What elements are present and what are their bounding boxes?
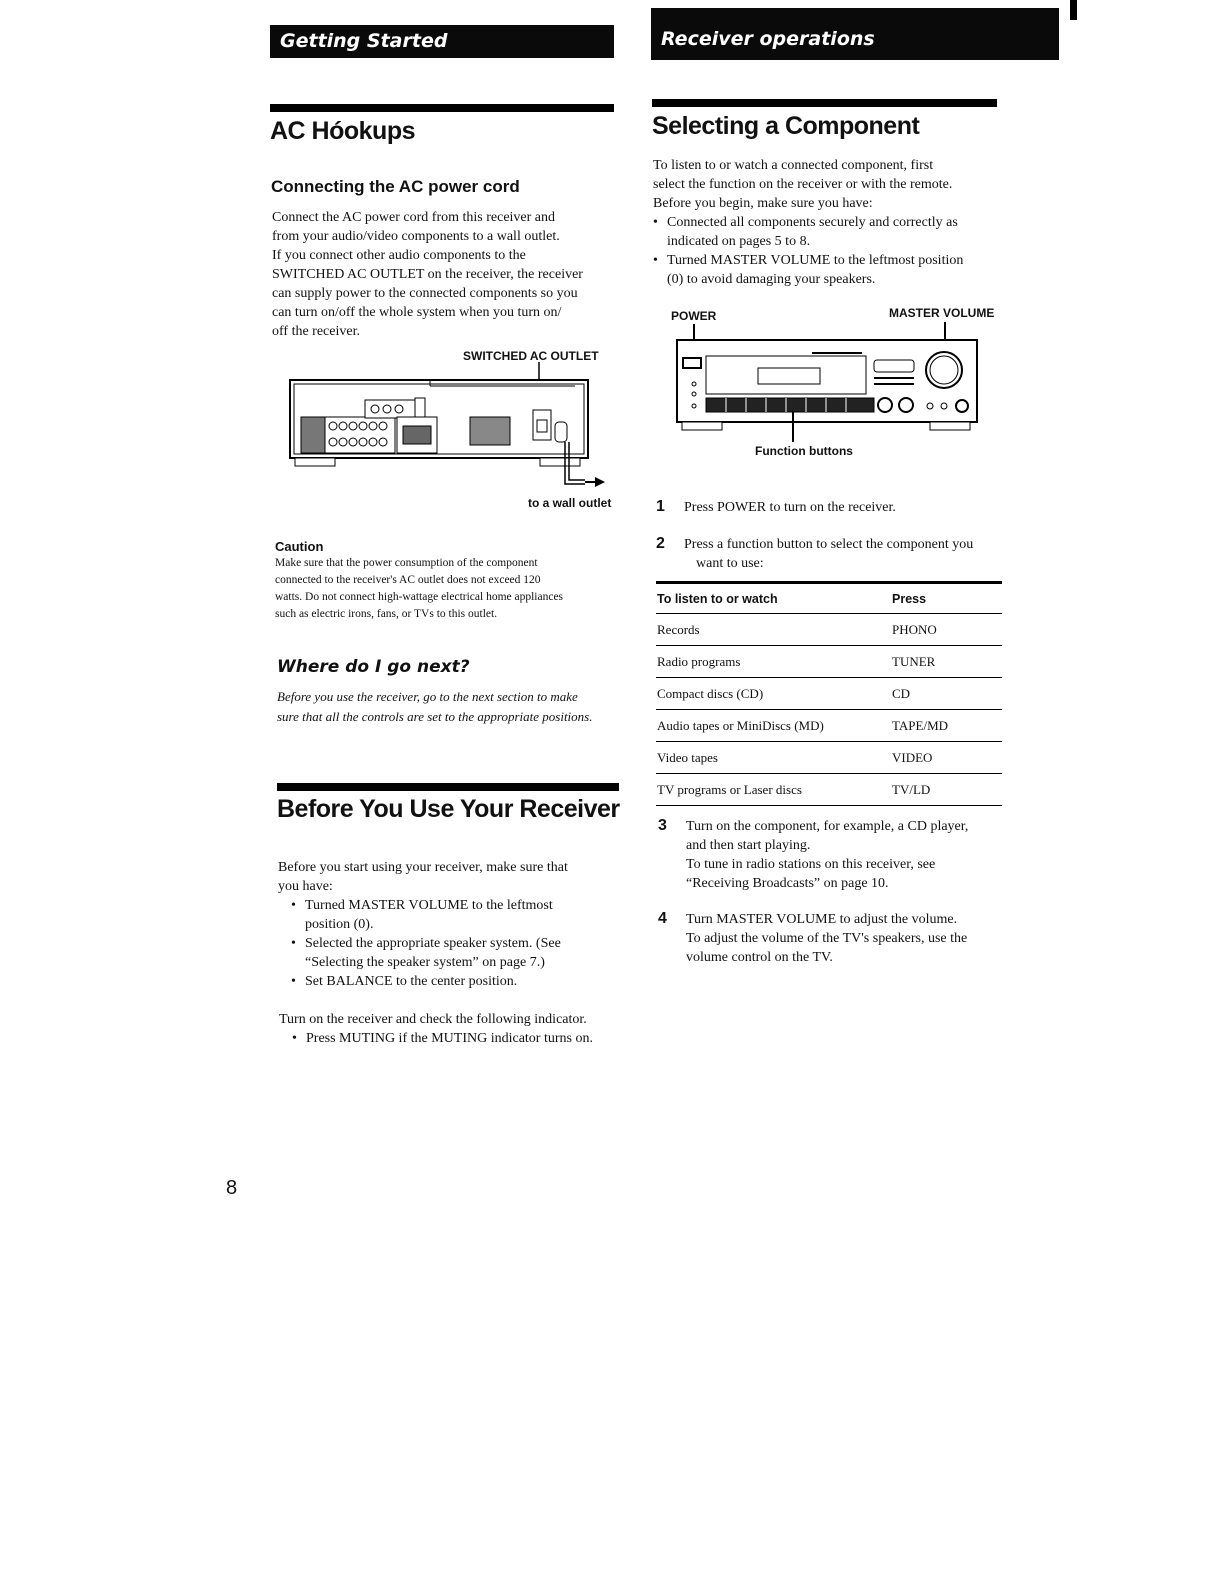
table-row: TV programs or Laser discs TV/LD [656,774,1002,806]
table-row: Video tapes VIDEO [656,742,1002,774]
before-checklist [291,896,621,991]
table-header-listen: To listen to or watch [656,584,891,614]
selecting-intro-text: To listen to or watch a connected component, first select the function on the receiver or with the remote. Before you begin, make sure you have: [653,158,953,211]
ac-hookups-title: AC Hóokups [270,117,415,145]
switched-outlet-label: SWITCHED AC OUTLET [463,349,599,363]
edge-marker [1070,0,1077,20]
page-number: 8 [226,1177,238,1199]
step-4: 4 Turn MASTER VOLUME to adjust the volume. To adjust the volume of the TV's speakers, use the volume control on the TV. [658,910,968,965]
before-use-title: Before You Use Your Receiver [277,795,620,823]
step-number: 4 [658,910,667,927]
list-item: • Turned MASTER VOLUME to the leftmost position (0). [291,896,621,934]
step-2: 2 Press a function button to select the component you want to use: [656,535,974,571]
selecting-checklist [653,213,1003,289]
receiver-front-panel-illustration [672,322,982,442]
step-number: 1 [656,498,665,515]
turn-on-checklist [292,1029,622,1048]
where-next-title: Where do I go next? [277,657,470,677]
wall-outlet-label: to a wall outlet [528,496,612,510]
section-tab-receiver-operations: Receiver operations [651,8,1059,60]
master-volume-label: MASTER VOLUME [889,306,995,320]
table-row: Radio programs TUNER [656,646,1002,678]
before-intro-text: Before you start using your receiver, make sure that you have: [278,860,568,894]
receiver-rear-panel-illustration [285,362,620,497]
list-item: • Connected all components securely and correctly as indicated on pages 5 to 8. [653,213,1003,251]
ac-body-text: Connect the AC power cord from this receiver and from your audio/video components to a wall outlet. If you connect other audio components to the SWITCHED AC OUTLET on the receiver, the receiver can supply power to the connected components so you can turn on/off the whole system when you turn on/ off the receiver. [272,210,583,339]
step-3: 3 Turn on the component, for example, a CD player, and then start playing. To tune in radio stations on this receiver, see “Receiving Broadcasts” on page 10. [658,817,969,891]
caution-title: Caution [275,539,324,554]
before-title-rule [277,783,619,791]
list-item: • Turned MASTER VOLUME to the leftmost position (0) to avoid damaging your speakers. [653,251,1003,289]
where-next-text: Before you use the receiver, go to the next section to make sure that all the controls are set to the appropriate positions. [277,689,593,724]
list-item: • Press MUTING if the MUTING indicator turns on. [292,1029,622,1048]
section-tab-getting-started: Getting Started [270,25,614,58]
table-row: Compact discs (CD) CD [656,678,1002,710]
table-header-row [656,584,1002,614]
table-row: Records PHONO [656,614,1002,646]
selecting-component-title: Selecting a Component [652,112,920,140]
ac-title-rule [270,104,614,112]
turn-on-text: Turn on the receiver and check the following indicator. [279,1012,587,1027]
power-label: POWER [671,309,717,323]
list-item: • Selected the appropriate speaker system. (See “Selecting the speaker system” on page 7.) [291,934,621,972]
list-item: • Set BALANCE to the center position. [291,972,621,991]
table-row: Audio tapes or MiniDiscs (MD) TAPE/MD [656,710,1002,742]
ac-cord-subtitle: Connecting the AC power cord [271,177,520,196]
caution-text: Make sure that the power consumption of the component connected to the receiver's AC outlet does not exceed 120 watts. Do not connect high-wattage electrical home appliances such as electric irons, fans, or TVs to this outlet. [275,557,564,620]
component-function-table [656,584,1002,806]
selecting-title-rule [652,99,997,107]
function-buttons-label: Function buttons [755,444,853,458]
step-number: 3 [658,817,667,834]
step-number: 2 [656,535,665,552]
table-header-press: Press [891,584,1002,614]
step-1: 1 Press POWER to turn on the receiver. [656,498,896,515]
